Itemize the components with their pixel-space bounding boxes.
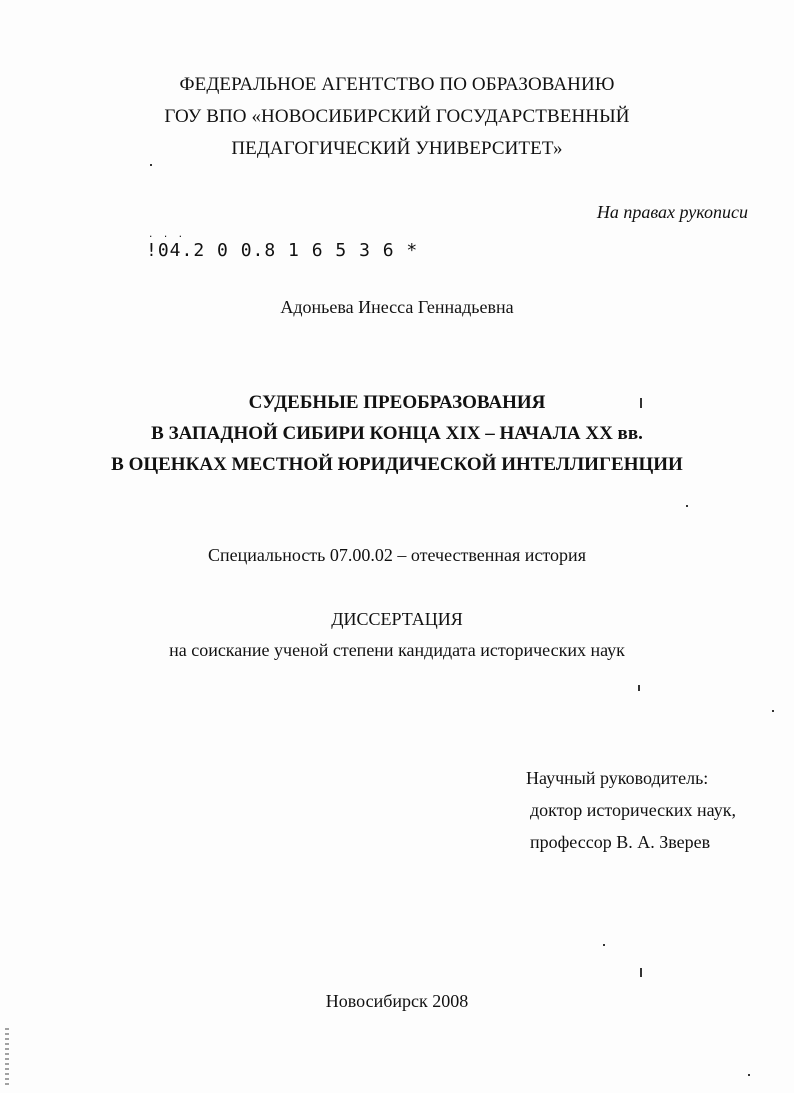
supervisor-label: Научный руководитель: (526, 768, 709, 788)
supervisor-degree: доктор исторических наук, (530, 800, 736, 820)
margin-scan-marks (5, 1028, 9, 1088)
header-university-line2: ПЕДАГОГИЧЕСКИЙ УНИВЕРСИТЕТ» (231, 138, 563, 159)
title-line-3: В ОЦЕНКАХ МЕСТНОЙ ЮРИДИЧЕСКОЙ ИНТЕЛЛИГЕНЦИИ (111, 454, 683, 475)
header-agency: ФЕДЕРАЛЬНОЕ АГЕНТСТВО ПО ОБРАЗОВАНИЮ (179, 74, 615, 95)
scan-speck (772, 710, 774, 712)
scan-speck (603, 944, 605, 946)
scan-speck (150, 164, 152, 166)
degree-sought: на соискание ученой степени кандидата исторических наук (169, 640, 625, 660)
title-line-2: В ЗАПАДНОЙ СИБИРИ КОНЦА XIX – НАЧАЛА XX вв. (151, 423, 643, 444)
scan-speck (748, 1074, 750, 1076)
header-university-line1: ГОУ ВПО «НОВОСИБИРСКИЙ ГОСУДАРСТВЕННЫЙ (164, 106, 630, 127)
scan-speck (640, 398, 642, 408)
document-type: ДИССЕРТАЦИЯ (331, 609, 463, 629)
place-and-year: Новосибирск 2008 (325, 991, 469, 1011)
author-name: Адоньева Инесса Геннадьевна (280, 297, 514, 317)
stamp-dots: . . . (148, 230, 186, 240)
manuscript-rights-note: На правах рукописи (596, 202, 748, 222)
scan-speck (686, 505, 688, 507)
specialty: Специальность 07.00.02 – отечественная история (208, 545, 586, 565)
supervisor-name: профессор В. А. Зверев (530, 832, 711, 852)
scan-speck (638, 685, 640, 691)
title-line-1: СУДЕБНЫЕ ПРЕОБРАЗОВАНИЯ (248, 392, 546, 413)
scan-speck (640, 968, 642, 977)
archive-stamp-number: !04.2 0 0.8 1 6 5 3 6 * (146, 240, 419, 261)
